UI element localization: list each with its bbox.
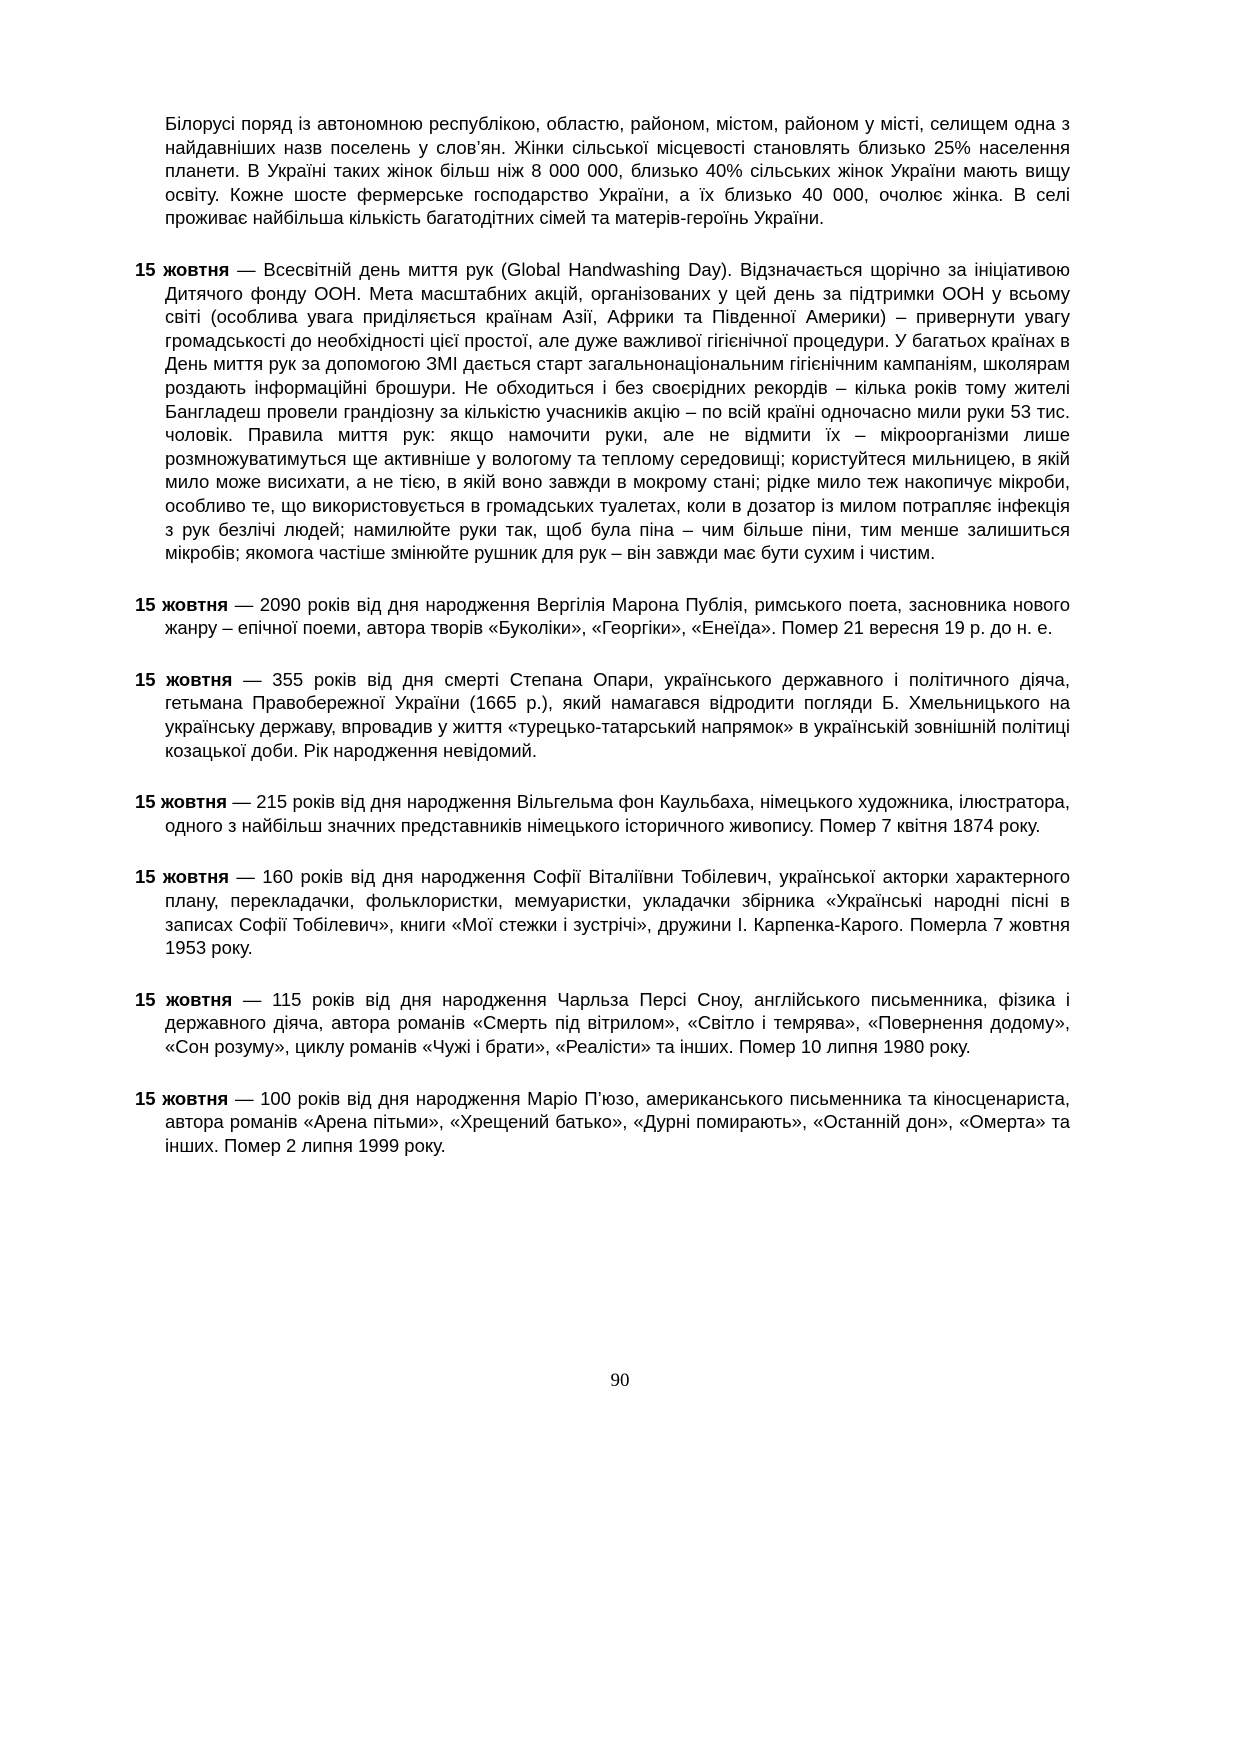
entry-paragraph (135, 668, 1070, 762)
entry-text: — 160 років від дня народження Софії Віталіївни Тобілевич, української акторки характерного плану, перекладачки, фольклористки, мемуаристки, укладачки збірника «Українські народні пісні в записах Софії Тобілевич», книги «Мої стежки і зустрічі», дружини І. Карпенка-Карого. Померла 7 жовтня 1953 року. (165, 866, 1070, 959)
entry-text: — 115 років від дня народження Чарльза Персі Сноу, англійського письменника, фізика і державного діяча, автора романів «Смерть під вітрилом», «Світло і темрява», «Повернення додому», «Сон розуму», циклу романів «Чужі і брати», «Реалісти» та інших. Помер 10 липня 1980 року. (165, 988, 1070, 1057)
entry-paragraph (135, 593, 1070, 640)
entry-text: — 215 років від дня народження Вільгельма фон Каульбаха, німецького художника, ілюстратора, одного з найбільш значних представників німецького історичного живопису. Помер 7 квітня 1874 року. (165, 791, 1070, 836)
entry-date: 15 жовтня (135, 866, 230, 888)
entry-paragraph (135, 790, 1070, 837)
entry-text: — 2090 років від дня народження Вергілія Марона Публія, римського поета, засновника нового жанру – епічної поеми, автора творів «Буколіки», «Георгіки», «Енеїда». Помер 21 вересня 19 р. до н. е. (165, 593, 1070, 639)
entry-date: 15 жовтня (135, 258, 230, 280)
page-number: 90 (610, 1370, 630, 1391)
entry-paragraph (135, 988, 1070, 1059)
continuation-paragraph: Білорусі поряд із автономною республікою, областю, районом, містом, районом у місті, селищем одна з найдавніших назв поселень у слов’ян. Жінки сільської місцевості становлять близько 25% населення планети. В Україні таких жінок більш ніж 8 000 000, близько 40% сільських жінок України мають вищу освіту. Кожне шосте фермерське господарство України, а їх близько 40 000, очолює жінка. В селі проживає найбільша кількість багатодітних сімей та матерів-героїнь України. (165, 113, 1070, 229)
entry-date: 15 жовтня (135, 1087, 229, 1109)
entry-text: — Всесвітній день миття рук (Global Handwashing Day). Відзначається щорічно за ініціативою Дитячого фонду ООН. Мета масштабних акцій, організованих у цей день за підтримки ООН у всьому світі (особлива увага приділяється країнам Азії, Африки та Південної Америки) – привернути увагу громадськості до необхідності цієї простої, але дуже важливої гігієнічної процедури. У багатьох країнах в День миття рук за допомогою ЗМІ дається старт загальнонаціональним гігієнічним кампаніям, школярам роздають інформаційні брошури. Не обходиться і без своєрідних рекордів – кілька років тому жителі Бангладеш провели грандіозну за кількістю учасників акцію – по всій країні одночасно мили руки 53 тис. чоловік. Правила миття рук: якщо намочити руки, але не відмити їх – мікроорганізми лише розмножуватимуться ще активніше у вологому та теплому середовищі; користуйтеся мильницею, в якій мило може висихати, а не тією, в якій воно завжди в мокрому стані; рідке мило теж накопичує мікроби, особливо те, що використовується в громадських туалетах, коли в дозатор із милом потрапляє інфекція з рук безлічі людей; намилюйте руки так, щоб була піна – чим більше піни, тим менше залишиться мікробів; якомога частіше змінюйте рушник для рук – він завжди має бути сухим і чистим. (165, 258, 1070, 564)
entry-paragraph (135, 1087, 1070, 1158)
entry-text: — 355 років від дня смерті Степана Опари, українського державного і політичного діяча, гетьмана Правобережної України (1665 р.), який намагався відродити погляди Б. Хмельницького на українську державу, впровадив у життя «турецько-татарський напрямок» в українській зовнішній політиці козацької доби. Рік народження невідомий. (165, 668, 1070, 761)
entry-date: 15 жовтня (135, 791, 228, 813)
entry-date: 15 жовтня (135, 668, 233, 690)
entry-date: 15 жовтня (135, 988, 233, 1010)
entry-date: 15 жовтня (135, 593, 229, 615)
entry-text: — 100 років від дня народження Маріо П’юзо, американського письменника та кіносценариста, автора романів «Арена пітьми», «Хрещений батько», «Дурні помирають», «Останній дон», «Омерта» та інших. Помер 2 липня 1999 року. (165, 1087, 1070, 1156)
entry-paragraph (135, 865, 1070, 959)
page-body (135, 112, 1070, 1185)
entry-paragraph (135, 258, 1070, 565)
